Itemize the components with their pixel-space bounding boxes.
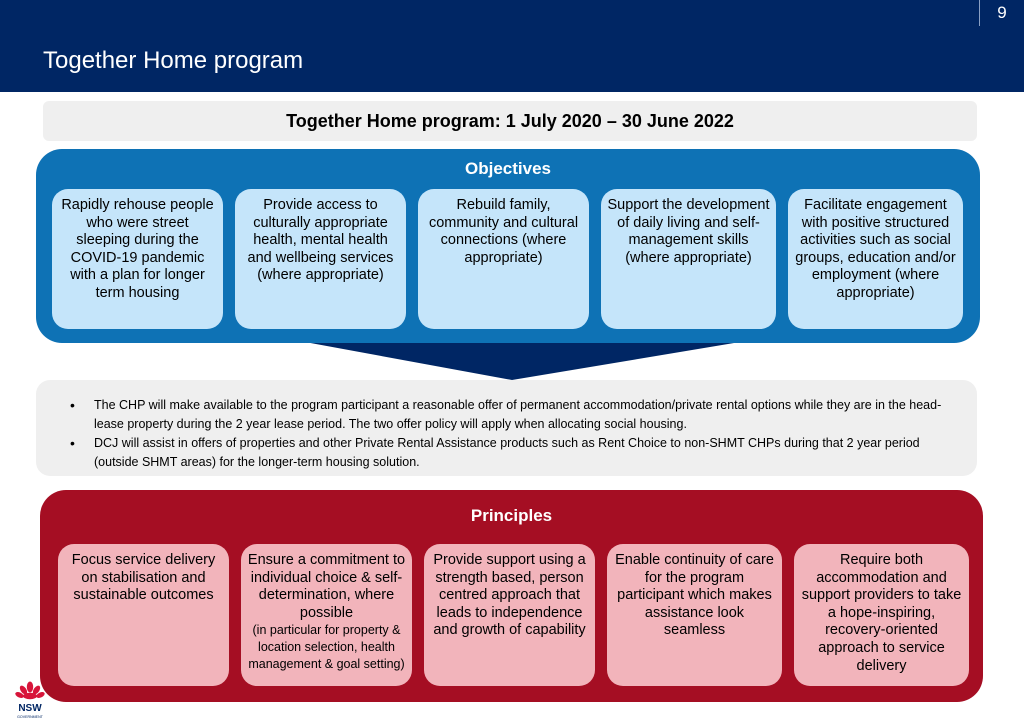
bullet-icon: • bbox=[70, 435, 75, 451]
list-item bbox=[70, 434, 950, 472]
objectives-panel bbox=[36, 149, 980, 343]
objective-card-services bbox=[235, 189, 406, 329]
logo-subtext: GOVERNMENT bbox=[17, 715, 43, 719]
program-banner bbox=[43, 101, 977, 141]
principles-heading: Principles bbox=[470, 506, 553, 525]
principle-card-hope-inspiring bbox=[794, 544, 969, 686]
list-item bbox=[70, 396, 950, 434]
objective-card-connections bbox=[418, 189, 589, 329]
principles-panel bbox=[40, 490, 983, 702]
principle-card-continuity bbox=[607, 544, 782, 686]
principle-card-strength-based bbox=[424, 544, 595, 686]
principle-card-stabilisation bbox=[58, 544, 229, 686]
objective-text: Provide access to culturally appropriate health, mental health and wellbeing services (where appropriate) bbox=[247, 197, 394, 284]
logo-text: NSW bbox=[18, 703, 42, 714]
objectives-heading: Objectives bbox=[465, 159, 551, 178]
page-title: Together Home program bbox=[43, 47, 304, 74]
objective-text: Support the development of daily living and self-management skills (where appropriate) bbox=[607, 197, 770, 266]
bullet-text: The CHP will make available to the program participant a reasonable offer of permanent accommodation/private rental options while they are in the head-lease property during the 2 year lease period. The two offer policy will apply when allocating social housing. bbox=[94, 398, 942, 431]
housing-notes-list bbox=[70, 396, 950, 472]
objective-text: Facilitate engagement with positive structured activities such as social groups, education and/or employment (where appropriate) bbox=[795, 197, 956, 301]
principle-text: Ensure a commitment to individual choice & self-determination, where possible bbox=[247, 552, 406, 621]
objective-card-rehouse bbox=[52, 189, 223, 329]
bullet-icon: • bbox=[70, 397, 75, 413]
header-bar bbox=[0, 0, 1024, 92]
objective-card-engagement bbox=[788, 189, 963, 329]
housing-notes-panel bbox=[36, 380, 977, 476]
principle-text: Require both accommodation and support providers to take a hope-inspiring, recovery-oriented approach to service delivery bbox=[801, 552, 962, 674]
page-number: 9 bbox=[979, 0, 1024, 26]
program-banner-text: Together Home program: 1 July 2020 – 30 June 2022 bbox=[286, 110, 734, 131]
bullet-text: DCJ will assist in offers of properties and other Private Rental Assistance products such as Rent Choice to non-SHMT CHPs during that 2 year period (outside SHMT areas) for the longer-term housing solution. bbox=[94, 436, 920, 469]
principle-text: Provide support using a strength based, person centred approach that leads to independence and growth of capability bbox=[433, 552, 586, 639]
principle-text: Enable continuity of care for the program participant which makes assistance look seamless bbox=[615, 552, 774, 639]
principle-text: Focus service delivery on stabilisation and sustainable outcomes bbox=[71, 552, 216, 604]
principle-note: (in particular for property & location selection, health management & goal setting) bbox=[248, 623, 405, 672]
objective-text: Rebuild family, community and cultural connections (where appropriate) bbox=[428, 197, 579, 266]
objective-text: Rapidly rehouse people who were street sleeping during the COVID-19 pandemic with a plan for longer term housing bbox=[61, 197, 214, 301]
nsw-government-logo bbox=[12, 680, 48, 720]
objective-card-living-skills bbox=[601, 189, 776, 329]
principle-card-choice bbox=[241, 544, 412, 686]
